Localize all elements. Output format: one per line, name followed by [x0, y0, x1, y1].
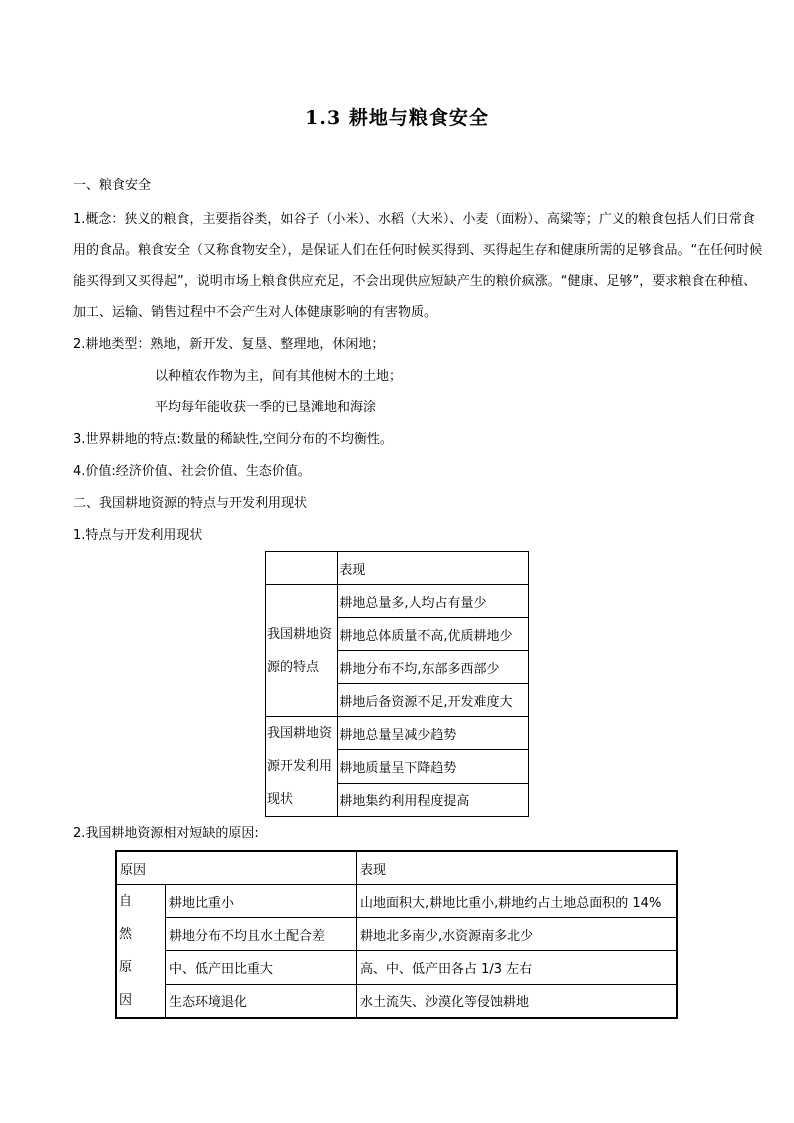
features-table: [265, 551, 529, 817]
table-cell-factor: 耕地比重小: [166, 885, 357, 918]
paragraph-farmland-types-2: 以种植农作物为主，间有其他树木的土地；: [155, 369, 403, 384]
section-heading-food-security: 一、粮食安全: [73, 178, 152, 193]
table-row: [116, 918, 677, 951]
subheading-features: 1.特点与开发利用现状: [73, 528, 203, 543]
table-cell-factor: 中、低产田比重大: [166, 951, 357, 984]
table-cell-performance: 山地面积大,耕地比重小,耕地约占土地总面积的 14%: [357, 885, 678, 918]
table-cell: 耕地分布不均,东部多西部少: [338, 651, 529, 684]
page-title: 1.3 耕地与粮食安全: [305, 107, 489, 129]
table-row: [266, 552, 529, 585]
table-cell: 耕地总量多,人均占有量少: [338, 585, 529, 618]
table-header-performance: 表现: [357, 851, 678, 885]
table-cell: 耕地质量呈下降趋势: [338, 750, 529, 783]
table-header-performance: 表现: [338, 552, 529, 585]
table-row: [116, 984, 677, 1018]
table-cell-empty: [266, 552, 338, 585]
paragraph-concept: 1.概念：狭义的粮食，主要指谷类，如谷子（小米）、水稻（大米）、小麦（面粉）、高粱等；广义的粮食包括人们日常食用的食品。粮食安全（又称食物安全），是保证人们在任何时候买得到、买得起生存和健康所需的足够食品。“在任何时候能买得到又买得起”，说明市场上粮食供应充足，不会出现供应短缺产生的粮价疯涨。“健康、足够”，要求粮食在种植、加工、运输、销售过程中不会产生对人体健康影响的有害物质。: [73, 212, 763, 320]
table-row: [266, 585, 529, 618]
table-header-reason: 原因: [116, 851, 357, 885]
paragraph-value: 4.价值:经济价值、社会价值、生态价值。: [73, 464, 311, 479]
paragraph-world-features: 3.世界耕地的特点:数量的稀缺性,空间分布的不均衡性。: [73, 432, 393, 447]
table-cell-performance: 水土流失、沙漠化等侵蚀耕地: [357, 984, 678, 1018]
section-heading-china-farmland: 二、我国耕地资源的特点与开发利用现状: [73, 496, 308, 511]
paragraph-farmland-types: 2.耕地类型：熟地，新开发、复垦、整理地，休闲地；: [73, 337, 385, 352]
table-row: [116, 885, 677, 918]
paragraph-farmland-types-3: 平均每年能收获一季的已垦滩地和海涂: [155, 400, 377, 415]
subheading-shortage-reasons: 2.我国耕地资源相对短缺的原因:: [73, 826, 259, 841]
table-cell-performance: 高、中、低产田各占 1/3 左右: [357, 951, 678, 984]
table-row: [266, 717, 529, 750]
table-cell: 耕地后备资源不足,开发难度大: [338, 684, 529, 717]
reasons-table: [115, 850, 678, 1019]
table-group-natural: 自然原因: [116, 885, 166, 1019]
table-row: [116, 951, 677, 984]
table-cell: 耕地集约利用程度提高: [338, 783, 529, 816]
table-group-status: 我国耕地资源开发利用现状: [266, 717, 338, 817]
table-group-features: 我国耕地资源的特点: [266, 585, 338, 717]
table-row: [116, 851, 677, 885]
table-cell: 耕地总量呈减少趋势: [338, 717, 529, 750]
table-cell-factor: 耕地分布不均且水土配合差: [166, 918, 357, 951]
table-cell: 耕地总体质量不高,优质耕地少: [338, 618, 529, 651]
table-cell-performance: 耕地北多南少,水资源南多北少: [357, 918, 678, 951]
table-cell-factor: 生态环境退化: [166, 984, 357, 1018]
